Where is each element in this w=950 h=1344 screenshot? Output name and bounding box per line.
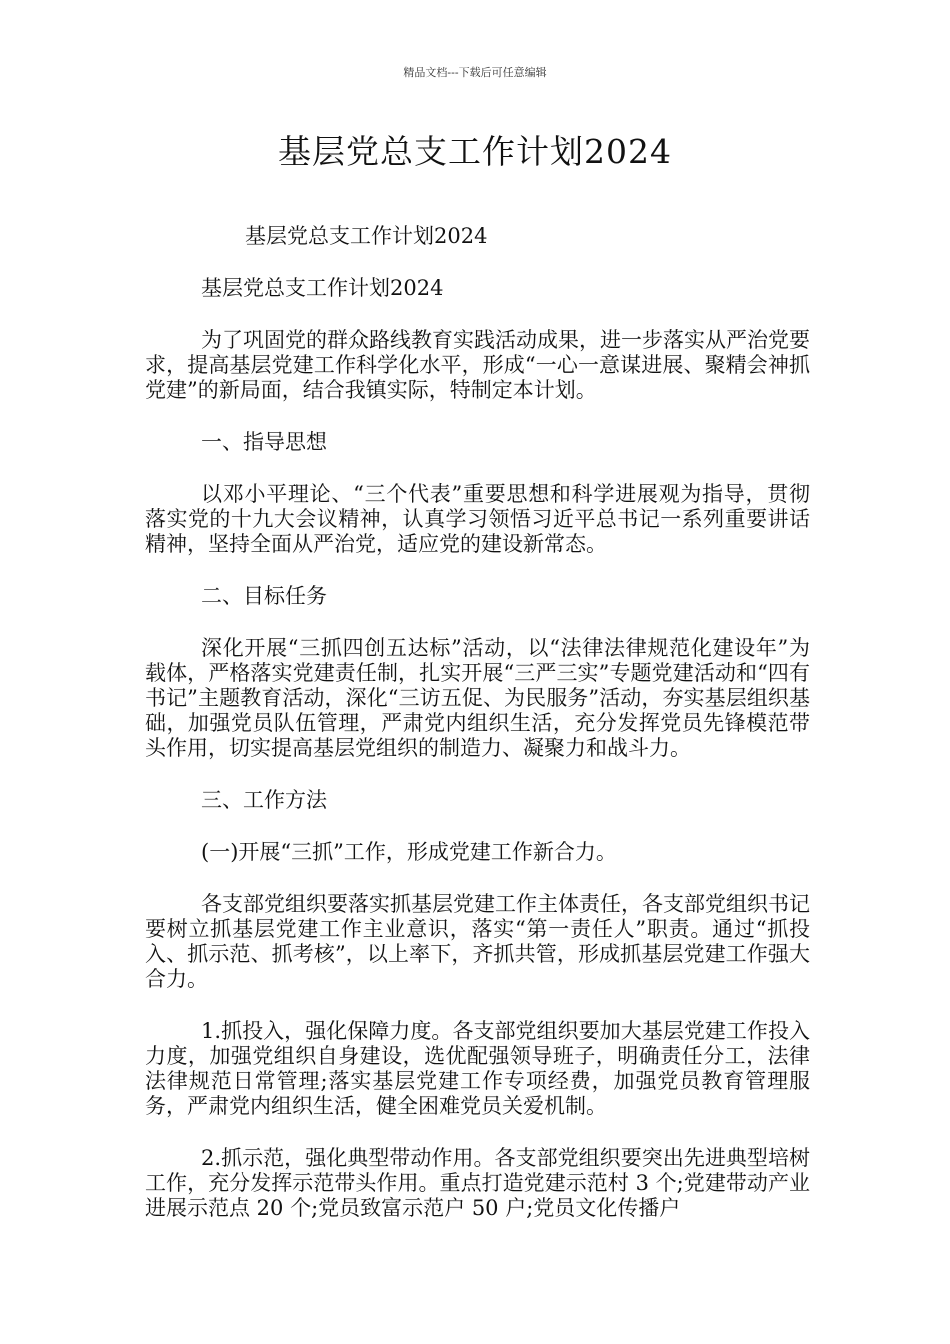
methods-paragraph: 各支部党组织要落实抓基层党建工作主体责任，各支部党组织书记要树立抓基层党建工作主业意识，落实“第一责任人”职责。通过“抓投入、抓示范、抓考核”，以上率下，齐抓共管，形成抓基层党建工作强大合力。 (145, 892, 810, 991)
document-body (145, 224, 810, 1248)
document-title: 基层党总支工作计划2024 (278, 132, 672, 171)
header-note: 精品文档---下载后可任意编辑 (403, 66, 547, 79)
subsection-heading-1: (一)开展“三抓”工作，形成党建工作新合力。 (201, 840, 617, 864)
intro-paragraph: 为了巩固党的群众路线教育实践活动成果，进一步落实从严治党要求，提高基层党建工作科学化水平，形成“一心一意谋进展、聚精会神抓党建”的新局面，结合我镇实际，特制定本计划。 (145, 328, 810, 402)
section-heading-guiding-thought: 一、指导思想 (201, 430, 327, 454)
item-1-paragraph: 1.抓投入，强化保障力度。各支部党组织要加大基层党建工作投入力度，加强党组织自身建设，选优配强领导班子，明确责任分工，法律法律规范日常管理;落实基层党建工作专项经费，加强党员教育管理服务，严肃党内组织生活，健全困难党员关爱机制。 (145, 1019, 810, 1118)
item-2-paragraph: 2.抓示范，强化典型带动作用。各支部党组织要突出先进典型培树工作，充分发挥示范带头作用。重点打造党建示范村 3 个;党建带动产业进展示范点 20 个;党员致富示范户 50 户;党员文化传播户 (145, 1146, 810, 1220)
goals-paragraph: 深化开展“三抓四创五达标”活动，以“法律法律规范化建设年”为载体，严格落实党建责任制，扎实开展“三严三实”专题党建活动和“四有书记”主题教育活动，深化“三访五促、为民服务”活动，夯实基层组织基础，加强党员队伍管理，严肃党内组织生活，充分发挥党员先锋模范带头作用，切实提高基层党组织的制造力、凝聚力和战斗力。 (145, 636, 810, 760)
subtitle-2: 基层党总支工作计划2024 (201, 276, 444, 300)
section-heading-goals: 二、目标任务 (201, 584, 327, 608)
subtitle-1: 基层党总支工作计划2024 (245, 224, 488, 248)
guiding-thought-paragraph: 以邓小平理论、“三个代表”重要思想和科学进展观为指导，贯彻落实党的十九大会议精神，认真学习领悟习近平总书记一系列重要讲话精神，坚持全面从严治党，适应党的建设新常态。 (145, 482, 810, 556)
section-heading-methods: 三、工作方法 (201, 788, 327, 812)
